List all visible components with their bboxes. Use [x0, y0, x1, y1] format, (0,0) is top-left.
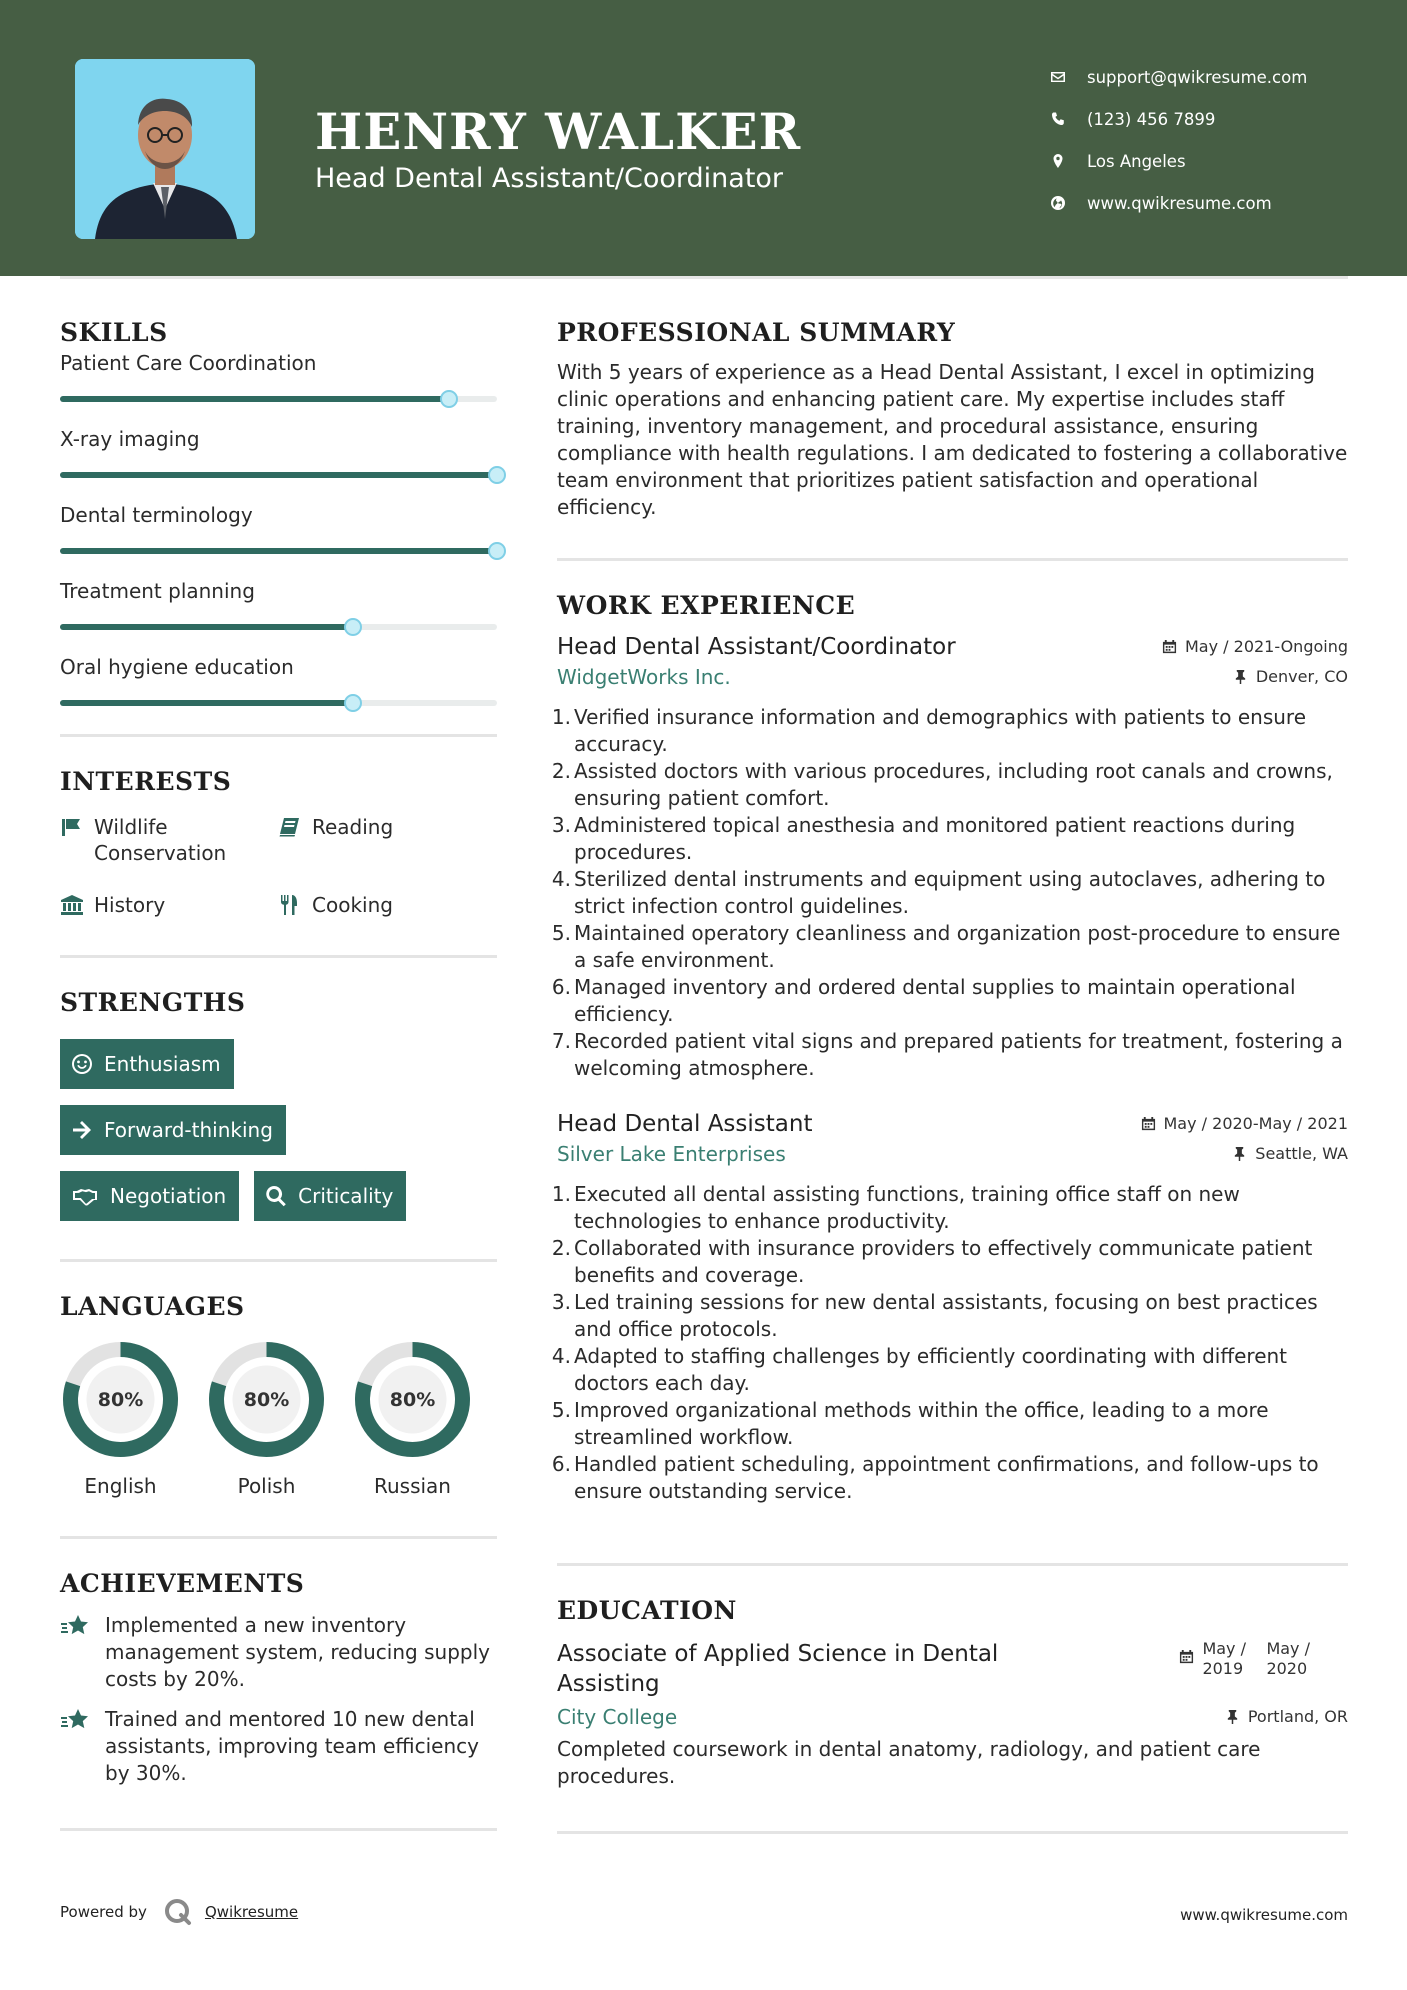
skill-level-knob	[344, 618, 362, 636]
skill-bar	[60, 396, 497, 402]
handshake-icon	[71, 1185, 99, 1207]
interest-item: Reading	[278, 814, 497, 866]
language-item: 80% Polish	[206, 1339, 327, 1498]
star-badge-icon	[60, 1612, 105, 1693]
skill-bar	[60, 700, 497, 706]
skill-bar	[60, 624, 497, 630]
summary-heading: PROFESSIONAL SUMMARY	[557, 318, 956, 347]
summary-text: With 5 years of experience as a Head Dental Assistant, I excel in optimizing clinic operations and enhancing patient care. My expertise includes staff training, inventory management, and procedural assistance, ensuring compliance with health regulations. I am dedicated to fostering a collaborative team environment that prioritizes patient satisfaction and operational efficiency.	[557, 360, 1348, 519]
section-divider	[557, 558, 1348, 561]
achievements-heading: ACHIEVEMENTS	[60, 1569, 305, 1598]
duty-item: 7. Recorded patient vital signs and prepared patients for treatment, fostering a welcoming atmosphere.	[551, 1029, 1343, 1080]
language-item: 80% Russian	[352, 1339, 473, 1498]
globe-icon	[1050, 195, 1087, 211]
book-icon	[278, 814, 312, 843]
language-progress-ring	[60, 1339, 181, 1460]
right-column	[551, 318, 1348, 1834]
duty-item: 5. Improved organizational methods within the office, leading to a more streamlined workflow.	[551, 1398, 1269, 1449]
achievements-list	[60, 1612, 497, 1787]
interest-item: Wildlife Conservation	[60, 814, 278, 866]
skill-bar	[60, 548, 497, 554]
job-location: Denver, CO	[1233, 667, 1348, 686]
section-divider	[60, 1828, 497, 1831]
pushpin-icon	[1225, 1709, 1240, 1724]
skills-list	[60, 351, 497, 731]
section-divider	[60, 1259, 497, 1262]
education-dates: May / 2019 May / 2020	[1179, 1639, 1310, 1679]
envelope-icon	[1050, 69, 1087, 85]
strength-chip: Enthusiasm	[60, 1039, 234, 1089]
company-name: Silver Lake Enterprises	[557, 1142, 786, 1166]
interests-heading: INTERESTS	[60, 767, 232, 796]
map-pin-icon	[1050, 153, 1087, 169]
strengths-heading: STRENGTHS	[60, 988, 246, 1017]
section-divider	[557, 1831, 1348, 1834]
section-divider	[557, 1563, 1348, 1566]
skill-item: Treatment planning	[60, 579, 497, 655]
footer-website[interactable]: www.qwikresume.com	[1180, 1906, 1348, 1924]
contact-location: Los Angeles	[1050, 140, 1370, 182]
calendar-icon	[1179, 1649, 1194, 1664]
skill-item: Patient Care Coordination	[60, 351, 497, 427]
search-icon	[265, 1185, 287, 1207]
strength-chip: Criticality	[254, 1171, 406, 1221]
strength-chip: Forward-thinking	[60, 1105, 286, 1155]
strengths-list	[60, 1039, 497, 1221]
job-dates: May / 2021-Ongoing	[1162, 637, 1348, 656]
left-column	[60, 318, 497, 1831]
contact-phone[interactable]: (123) 456 7899	[1050, 98, 1370, 140]
section-divider	[60, 734, 497, 737]
contact-email[interactable]: support@qwikresume.com	[1050, 56, 1370, 98]
language-progress-ring	[352, 1339, 473, 1460]
skill-level-knob	[488, 466, 506, 484]
skill-level-knob	[440, 390, 458, 408]
smile-icon	[71, 1053, 93, 1075]
qwikresume-logo-icon	[163, 1897, 193, 1927]
calendar-icon	[1162, 639, 1177, 654]
duty-item: 2. Collaborated with insurance providers to effectively communicate patient benefits and coverage.	[551, 1236, 1313, 1287]
skill-level-knob	[344, 694, 362, 712]
skill-item: X-ray imaging	[60, 427, 497, 503]
achievement-item: Implemented a new inventory management system, reducing supply costs by 20%.	[60, 1612, 497, 1693]
pushpin-icon	[1232, 1146, 1247, 1161]
skills-heading: SKILLS	[60, 318, 168, 347]
duties-list	[551, 1181, 1348, 1505]
calendar-icon	[1141, 1116, 1156, 1131]
language-item: 80% English	[60, 1339, 181, 1498]
school-name: City College	[557, 1705, 678, 1729]
job-title: Head Dental Assistant	[557, 1111, 813, 1137]
duty-item: 2. Assisted doctors with various procedures, including root canals and crowns, ensuring patient comfort.	[551, 759, 1333, 810]
powered-by: Powered by Qwikresume	[60, 1897, 298, 1927]
company-name: WidgetWorks Inc.	[557, 665, 731, 689]
phone-icon	[1050, 111, 1087, 127]
svg-text:80%: 80%	[243, 1389, 290, 1411]
pushpin-icon	[1233, 669, 1248, 684]
interests-list	[60, 814, 497, 921]
duty-item: 5. Maintained operatory cleanliness and organization post-procedure to ensure a safe environment.	[551, 921, 1341, 972]
duty-item: 6. Handled patient scheduling, appointment confirmations, and follow-ups to ensure outstanding service.	[551, 1452, 1319, 1503]
degree-title: Associate of Applied Science in Dental Assisting	[557, 1641, 999, 1697]
header-divider	[60, 276, 1348, 279]
star-badge-icon	[60, 1706, 105, 1787]
duty-item: 3. Administered topical anesthesia and monitored patient reactions during procedures.	[551, 813, 1296, 864]
svg-text:80%: 80%	[389, 1389, 436, 1411]
duty-item: 6. Managed inventory and ordered dental supplies to maintain operational efficiency.	[551, 975, 1296, 1026]
job-entry	[551, 1111, 1348, 1505]
education-heading: EDUCATION	[557, 1596, 737, 1625]
duty-item: 1. Executed all dental assisting functions, training office staff on new technologies to enhance productivity.	[551, 1182, 1240, 1233]
job-dates: May / 2020-May / 2021	[1141, 1114, 1349, 1133]
strength-chip: Negotiation	[60, 1171, 239, 1221]
education-description: Completed coursework in dental anatomy, radiology, and patient care procedures.	[557, 1737, 1261, 1788]
duty-item: 1. Verified insurance information and demographics with patients to ensure accuracy.	[551, 705, 1307, 756]
education-entry	[557, 1639, 1348, 1790]
duty-item: 3. Led training sessions for new dental assistants, focusing on best practices and office protocols.	[551, 1290, 1318, 1341]
skill-level-knob	[488, 542, 506, 560]
language-progress-ring	[206, 1339, 327, 1460]
brand-link[interactable]: Qwikresume	[204, 1903, 299, 1921]
arrow-right-icon	[71, 1119, 93, 1141]
languages-heading: LANGUAGES	[60, 1292, 245, 1321]
profile-photo	[75, 59, 255, 239]
utensils-icon	[278, 892, 312, 921]
candidate-title: Head Dental Assistant/Coordinator	[315, 163, 784, 194]
duty-item: 4. Sterilized dental instruments and equipment using autoclaves, adhering to strict infection control guidelines.	[551, 867, 1326, 918]
contact-website[interactable]: www.qwikresume.com	[1050, 182, 1370, 224]
skill-bar	[60, 472, 497, 478]
profile-photo-illustration	[75, 59, 255, 239]
museum-icon	[60, 892, 94, 921]
svg-text:80%: 80%	[97, 1389, 144, 1411]
skill-item: Oral hygiene education	[60, 655, 497, 731]
section-divider	[60, 955, 497, 958]
duties-list	[551, 704, 1348, 1082]
candidate-name: HENRY WALKER	[315, 102, 802, 161]
resume-header	[0, 0, 1407, 276]
interest-item: Cooking	[278, 892, 497, 921]
duty-item: 4. Adapted to staffing challenges by efficiently coordinating with different doctors each day.	[551, 1344, 1288, 1395]
section-divider	[60, 1536, 497, 1539]
job-location: Seattle, WA	[1232, 1144, 1348, 1163]
interest-item: History	[60, 892, 278, 921]
experience-heading: WORK EXPERIENCE	[557, 591, 856, 620]
contact-list	[1050, 56, 1370, 224]
languages-list	[60, 1339, 497, 1498]
job-title: Head Dental Assistant/Coordinator	[557, 634, 956, 660]
job-entry	[551, 634, 1348, 1082]
flag-icon	[60, 814, 94, 843]
achievement-item: Trained and mentored 10 new dental assistants, improving team efficiency by 30%.	[60, 1706, 497, 1787]
skill-item: Dental terminology	[60, 503, 497, 579]
education-location: Portland, OR	[1225, 1707, 1348, 1726]
